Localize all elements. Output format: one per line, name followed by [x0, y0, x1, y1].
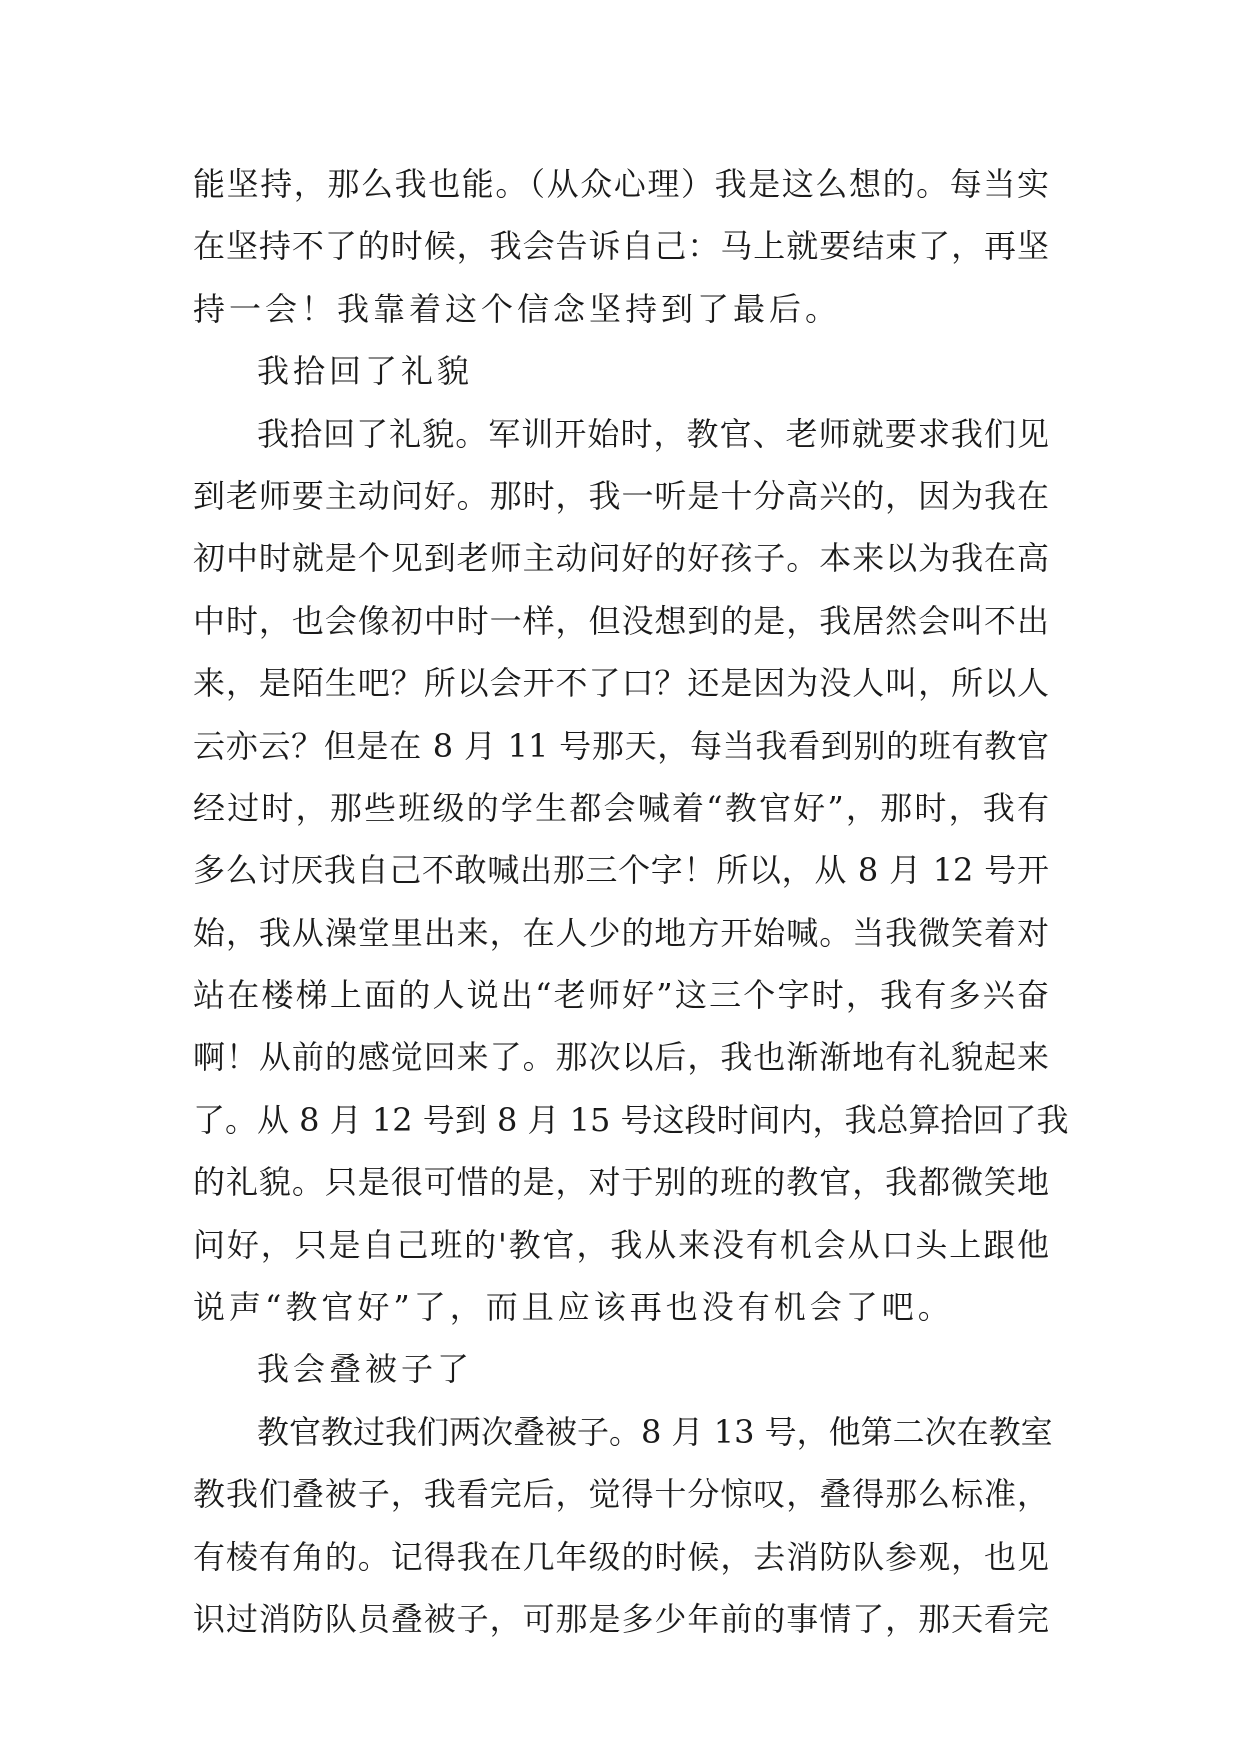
paragraph-line: 有棱有角的。记得我在几年级的时候，去消防队参观，也见	[193, 1537, 1049, 1576]
paragraph-line: 的礼貌。只是很可惜的是，对于别的班的教官，我都微笑地	[193, 1163, 1049, 1202]
paragraph-line: 了。从 8 月 12 号到 8 月 15 号这段时间内，我总算拾回了我	[193, 1100, 1069, 1139]
paragraph-line: 持一会！我靠着这个信念坚持到了最后。	[193, 289, 842, 328]
paragraph-line: 教官教过我们两次叠被子。8 月 13 号，他第二次在教室	[257, 1412, 1053, 1451]
paragraph-line: 到老师要主动问好。那时，我一听是十分高兴的，因为我在	[193, 476, 1049, 515]
paragraph-line: 说声“教官好”了，而且应该再也没有机会了吧。	[193, 1288, 954, 1327]
document-page	[193, 153, 1069, 1650]
paragraph-line: 识过消防队员叠被子，可那是多少年前的事情了，那天看完	[193, 1599, 1049, 1638]
paragraph-line: 来，是陌生吧？所以会开不了口？还是因为没人叫，所以人	[193, 664, 1049, 703]
paragraph-line: 经过时，那些班级的学生都会喊着“教官好”，那时，我有	[193, 788, 1049, 827]
paragraph-line: 云亦云？但是在 8 月 11 号那天，每当我看到别的班有教官	[193, 726, 1049, 765]
paragraph-line: 始，我从澡堂里出来，在人少的地方开始喊。当我微笑着对	[193, 913, 1049, 952]
paragraph-line: 教我们叠被子，我看完后，觉得十分惊叹，叠得那么标准，	[193, 1475, 1049, 1514]
paragraph-line: 能坚持，那么我也能。（从众心理）我是这么想的。每当实	[193, 165, 1049, 203]
paragraph-line: 站在楼梯上面的人说出“老师好”这三个字时，我有多兴奋	[193, 976, 1049, 1015]
section-heading: 我会叠被子了	[257, 1350, 474, 1389]
paragraph-line: 中时，也会像初中时一样，但没想到的是，我居然会叫不出	[193, 601, 1049, 640]
paragraph-line: 多么讨厌我自己不敢喊出那三个字！所以，从 8 月 12 号开	[193, 851, 1049, 890]
paragraph-line: 在坚持不了的时候，我会告诉自己：马上就要结束了，再坚	[193, 227, 1049, 266]
paragraph-line: 啊！从前的感觉回来了。那次以后，我也渐渐地有礼貌起来	[193, 1038, 1049, 1077]
paragraph-line: 我拾回了礼貌。军训开始时，教官、老师就要求我们见	[257, 414, 1049, 453]
paragraph-line: 问好，只是自己班的'教官，我从来没有机会从口头上跟他	[193, 1225, 1049, 1264]
paragraph-line: 初中时就是个见到老师主动问好的好孩子。本来以为我在高	[193, 539, 1049, 578]
section-heading: 我拾回了礼貌	[257, 352, 474, 391]
